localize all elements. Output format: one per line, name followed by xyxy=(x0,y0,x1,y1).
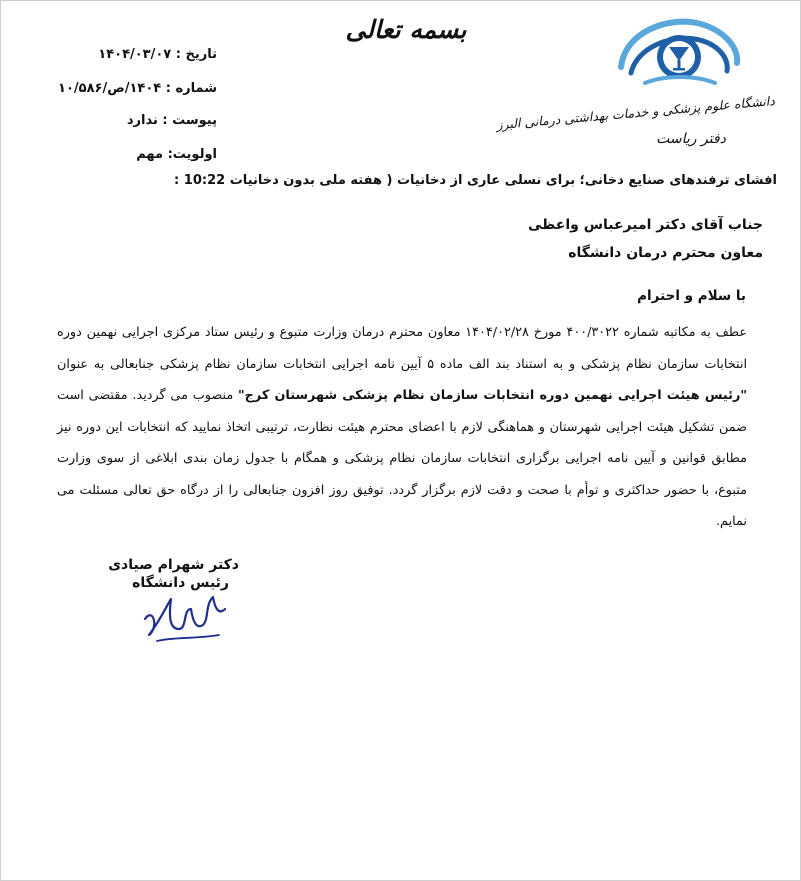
letter-date: تاریخ : ۱۴۰۴/۰۳/۰۷ xyxy=(98,47,217,62)
handwritten-signature xyxy=(139,579,229,649)
office-name: دفتر ریاست xyxy=(656,131,726,147)
basmala: بسمه تعالی xyxy=(345,15,467,44)
greeting: با سلام و احترام xyxy=(637,288,746,304)
body-bold-title: "رئیس هیئت اجرایی نهمین دوره انتخابات سازمان نظام پزشکی شهرستان کرج" xyxy=(238,388,747,403)
subject-time: 10:22 : xyxy=(174,173,226,188)
recipient-title: معاون محترم درمان دانشگاه xyxy=(568,245,763,261)
signer-name: دکتر شهرام صیادی xyxy=(108,557,239,573)
university-name: دانشگاه علوم پزشکی و خدمات بهداشتی درمانی البرز xyxy=(495,93,776,133)
body-part-1: عطف به مکاتبه شماره ۴۰۰/۳۰۲۲ مورخ ۱۴۰۴/۰۲/۲۸ معاون محترم درمان وزارت متبوع و رئیس ستاد مرکزی اجرایی نهمین دوره انتخابات سازمان نظام پزشکی و به استناد بند الف ماده ۵ آیین نامه اجرایی انتخابات سازمان نظام پزشکی جنابعالی به عنوان xyxy=(57,325,748,372)
recipient-name: جناب آقای دکتر امیرعباس واعظی xyxy=(527,217,763,233)
subject-text: افشای ترفندهای صنایع دخانی؛ برای نسلی عاری از دخانیات ( هفته ملی بدون دخانیات xyxy=(229,173,777,188)
subject-line xyxy=(113,173,777,188)
letter-attachment: پیوست : ندارد xyxy=(126,113,217,128)
signer-title: رئیس دانشگاه xyxy=(132,575,229,591)
letter-priority: اولویت: مهم xyxy=(136,147,217,162)
body-part-2: منصوب می گردید. مقتضی است ضمن تشکیل هیئت اجرایی شهرستان و هماهنگی لازم با اعضای محترم هیئت نظارت، ترتیبی اتخاذ نمایید که انتخابات این دوره نیز مطابق قوانین و آیین نامه اجرایی برگزاری انتخابات سازمان نظام پزشکی و همگام با جدول زمان بندی ابلاغی از سوی وزارت متبوع، با حضور حداکثری و توأم با صحت و دقت لازم برگزار گردد. توفیق روز افزون جنابعالی را از درگاه حق تعالی مسئلت می نمایم. xyxy=(57,388,747,529)
letter-number: شماره : ۱۴۰۴/ص/۱۰/۵۸۶ xyxy=(58,81,217,96)
letter-body xyxy=(57,317,747,538)
university-logo xyxy=(615,17,745,91)
